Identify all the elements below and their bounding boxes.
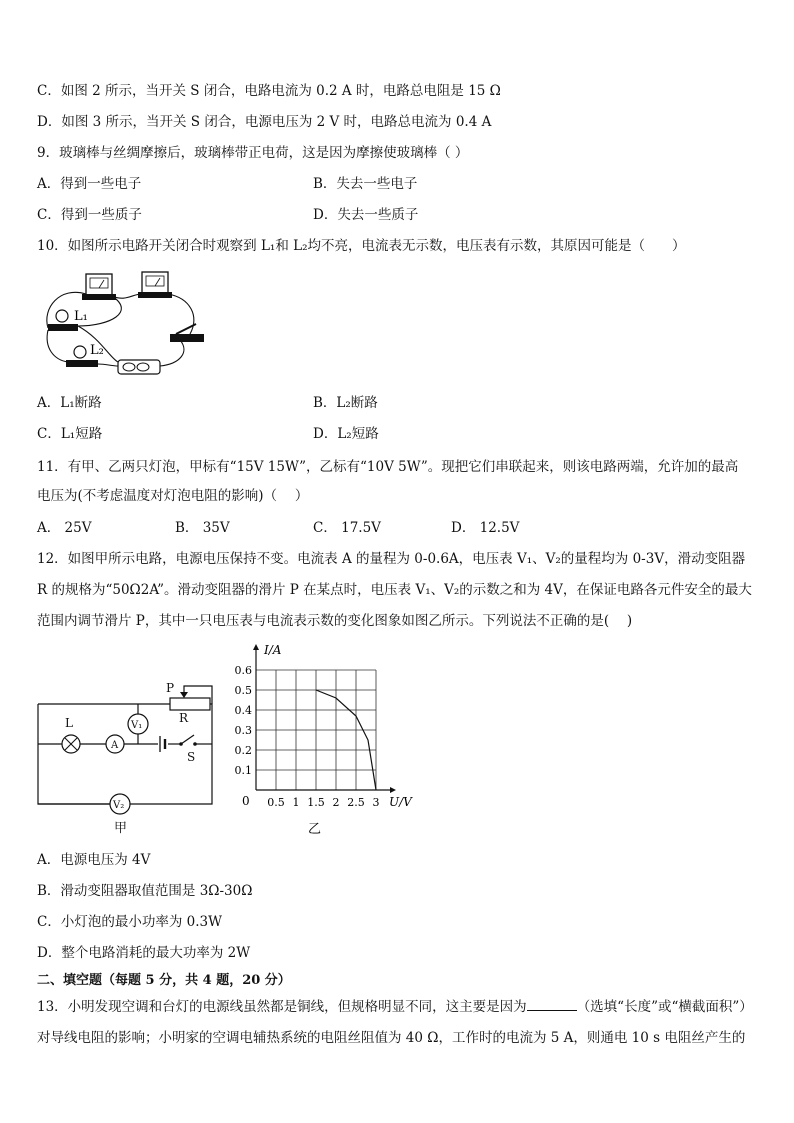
- q12-option-c: C．小灯泡的最小功率为 0.3W: [37, 914, 222, 930]
- q13-answer-blank[interactable]: [527, 998, 577, 1011]
- x-tick-label: 2: [332, 796, 340, 809]
- y-tick-label: 0.4: [234, 704, 252, 717]
- x-tick-label: 1.5: [307, 796, 325, 809]
- label-a: A: [111, 740, 119, 751]
- q13-line2: 对导线电阻的影响；小明家的空调电辅热系统的电阻丝阻值为 40 Ω，工作时的电流为 5 A，则通电 10 s 电阻丝产生的: [37, 1030, 746, 1046]
- label-v2: V₂: [113, 800, 125, 811]
- q11-stem-line1: 11．有甲、乙两只灯泡，甲标有“15V 15W”，乙标有“10V 5W”。现把它们串联起来，则该电路两端，允许加的最高: [37, 459, 739, 475]
- l2-label: L₂: [90, 343, 104, 358]
- q8-option-d: D．如图 3 所示，当开关 S 闭合，电源电压为 2 V 时，电路总电流为 0.4 A: [37, 114, 492, 130]
- q11-option-c: C． 17.5V: [313, 520, 381, 536]
- section-2-heading: 二、填空题（每题 5 分，共 4 题，20 分）: [37, 973, 291, 988]
- q12-option-a: A．电源电压为 4V: [37, 852, 151, 868]
- l1-label: L₁: [74, 309, 88, 324]
- q12-option-d: D．整个电路消耗的最大功率为 2W: [37, 945, 251, 961]
- q12-iu-chart: [228, 640, 428, 840]
- label-l: L: [65, 716, 73, 730]
- q10-stem: 10．如图所示电路开关闭合时观察到 L₁和 L₂均不亮，电流表无示数，电压表有示数，其原因可能是（ ）: [37, 238, 686, 254]
- rheostat-r: [170, 698, 210, 710]
- q10-option-b: B．L₂断路: [313, 395, 378, 411]
- label-s: S: [187, 750, 196, 764]
- voltmeter-icon: [138, 272, 172, 298]
- y-tick-label: 0.3: [234, 724, 252, 737]
- switch-s-icon: [179, 735, 197, 746]
- y-tick-label: 0.6: [234, 664, 252, 677]
- label-p: P: [166, 681, 175, 695]
- q13-line1: [37, 998, 753, 1016]
- switch-icon: [170, 324, 204, 342]
- iu-curve: [316, 690, 376, 790]
- q12-stem-line1: 12．如图甲所示电路，电源电压保持不变。电流表 A 的量程为 0-0.6A，电压表 V₁、V₂的量程均为 0-3V，滑动变阻器: [37, 551, 746, 567]
- circuit-caption: 甲: [114, 821, 128, 836]
- q10-option-a: A．L₁断路: [37, 395, 102, 411]
- chart-ylabel: I/A: [264, 643, 282, 657]
- battery-icon: [118, 360, 160, 374]
- q8-option-c: C．如图 2 所示，当开关 S 闭合，电路电流为 0.2 A 时，电路总电阻是 15 Ω: [37, 83, 501, 99]
- chart-origin: 0: [242, 794, 250, 808]
- y-tick-label: 0.1: [234, 764, 252, 777]
- y-axis-arrow: [253, 644, 259, 650]
- q12-option-b: B．滑动变阻器取值范围是 3Ω-30Ω: [37, 883, 253, 899]
- q12-circuit-diagram: [34, 676, 224, 842]
- q12-stem-line2: R 的规格为“50Ω2A”。滑动变阻器的滑片 P 在某点时，电压表 V₁、V₂的示数之和为 4V，在保证电路各元件安全的最大: [37, 582, 752, 598]
- chart-xlabel: U/V: [389, 795, 412, 809]
- x-tick-label: 1: [292, 796, 300, 809]
- label-r: R: [179, 711, 189, 725]
- q11-option-d: D． 12.5V: [451, 520, 520, 536]
- label-v1: V₁: [131, 720, 143, 731]
- x-axis-arrow: [390, 787, 396, 793]
- q10-option-c: C．L₁短路: [37, 426, 103, 442]
- q11-stem-line2: 电压为(不考虑温度对灯泡电阻的影响)（ ）: [37, 488, 309, 504]
- y-tick-label: 0.2: [234, 744, 252, 757]
- q9-option-b: B．失去一些电子: [313, 176, 418, 192]
- q9-stem: 9．玻璃棒与丝绸摩擦后，玻璃棒带正电荷，这是因为摩擦使玻璃棒（ ）: [37, 145, 469, 161]
- q9-option-d: D．失去一些质子: [313, 207, 419, 223]
- battery-icon: [160, 736, 165, 752]
- q9-option-a: A．得到一些电子: [37, 176, 142, 192]
- q11-option-b: B． 35V: [175, 520, 230, 536]
- chart-caption: 乙: [308, 822, 322, 837]
- q13-line1-before: 13．小明发现空调和台灯的电源线虽然都是铜线，但规格明显不同，这主要是因为: [37, 999, 527, 1015]
- q9-option-c: C．得到一些质子: [37, 207, 142, 223]
- q10-option-d: D．L₂短路: [313, 426, 379, 442]
- q13-line1-after: （选填“长度”或“横截面积”）: [576, 999, 753, 1015]
- y-tick-label: 0.5: [234, 684, 252, 697]
- x-tick-label: 2.5: [347, 796, 365, 809]
- lamp-l-icon: [62, 735, 80, 753]
- q10-circuit-figure: [40, 268, 220, 380]
- q12-stem-line3: 范围内调节滑片 P，其中一只电压表与电流表示数的变化图象如图乙所示。下列说法不正确的是( ): [37, 613, 633, 629]
- ammeter-icon: [82, 274, 116, 300]
- x-tick-label: 3: [372, 796, 380, 809]
- q11-option-a: A． 25V: [37, 520, 92, 536]
- x-tick-label: 0.5: [267, 796, 285, 809]
